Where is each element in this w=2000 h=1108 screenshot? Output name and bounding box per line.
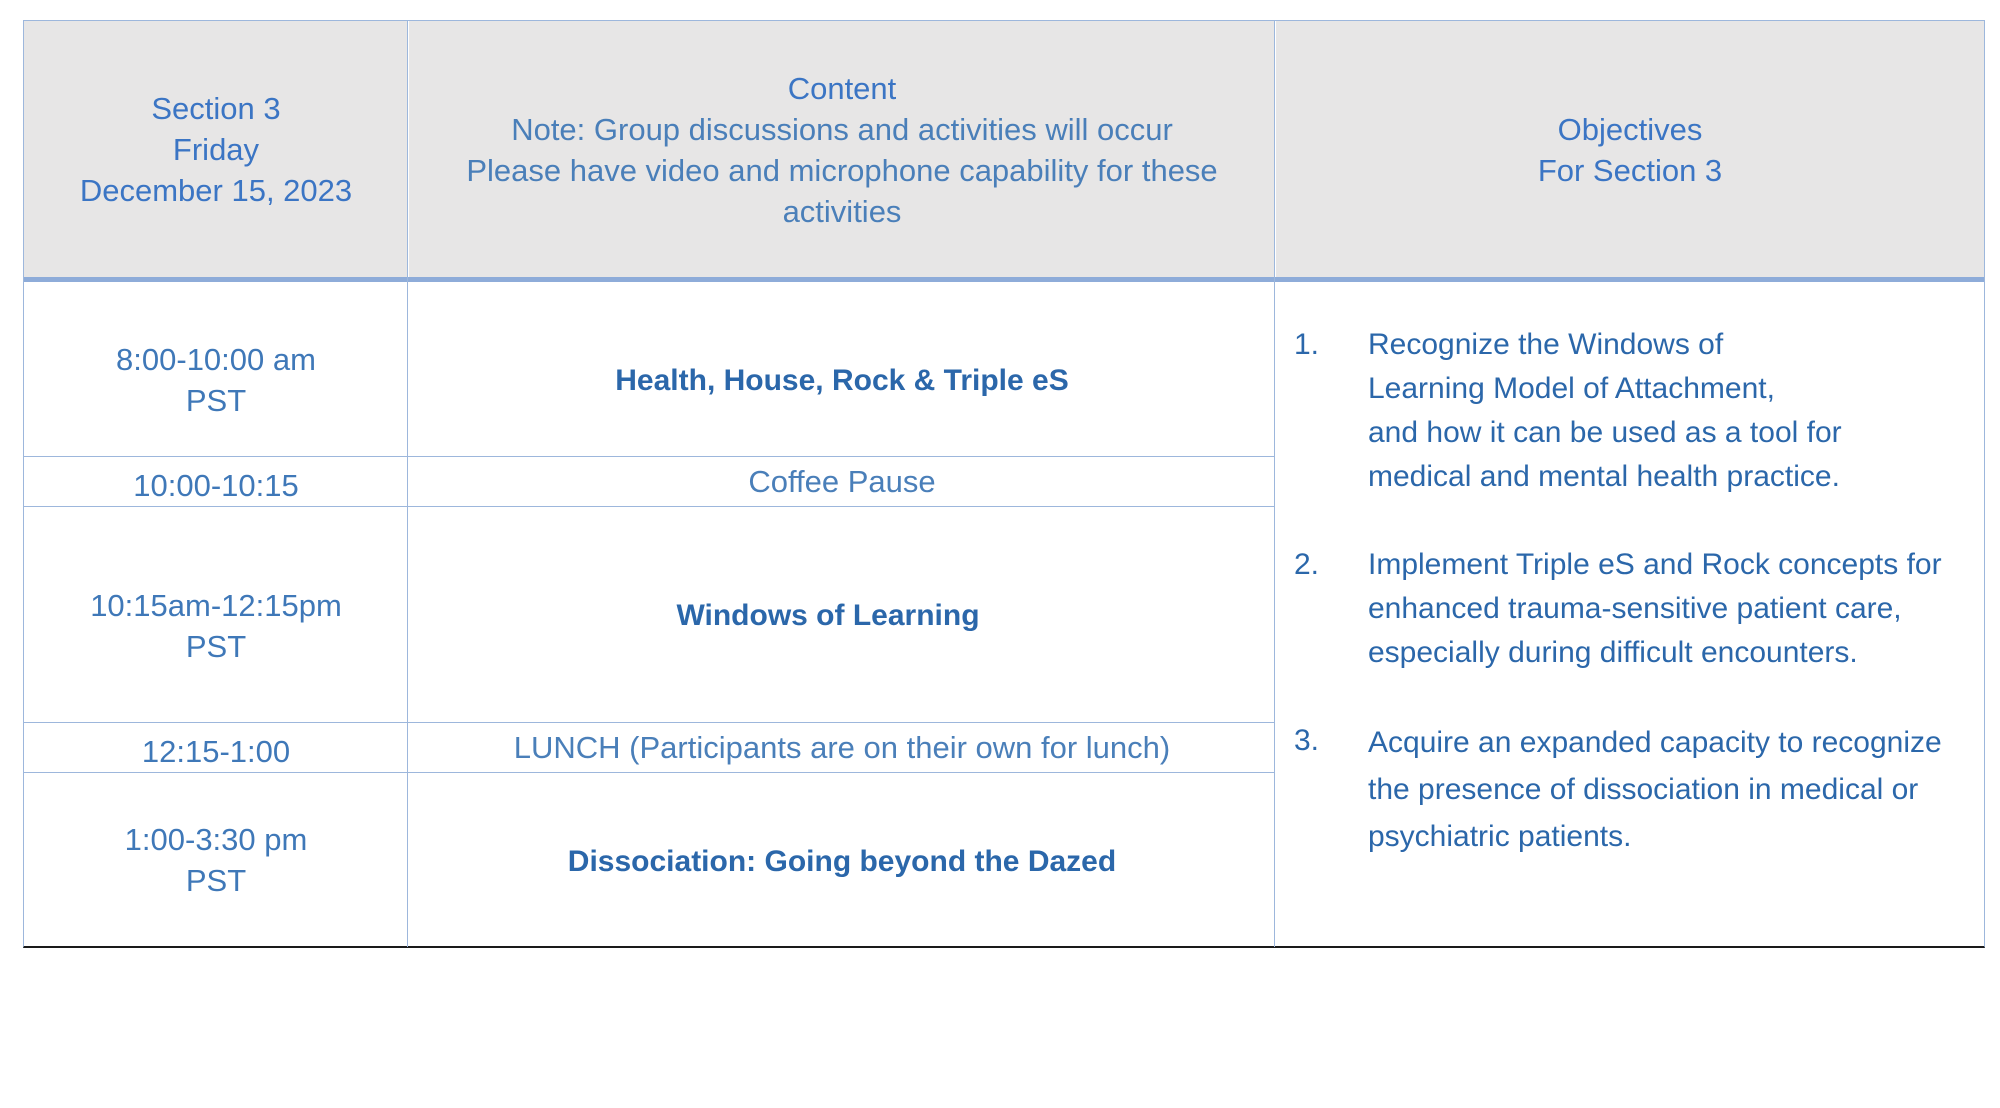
objective-number: 2. [1294,548,1320,581]
schedule-table [23,20,1985,948]
time-range: 1:00-3:30 pm [124,822,308,857]
table-row-time [24,507,408,723]
header-divider [24,277,1984,282]
header-objectives [1276,21,1984,278]
objective-line: medical and mental health practice. [1368,460,1840,493]
table-row-time [24,457,408,507]
table-row-content [409,283,1275,457]
objective-item [1294,719,1984,860]
objective-item [1294,323,1984,499]
time-zone: PST [185,383,247,418]
objective-number: 3. [1294,724,1320,757]
time-range: 12:15-1:00 [141,733,291,769]
time-range: 8:00-10:00 am [116,342,316,377]
table-row-content [409,773,1275,947]
table-row-content [409,507,1275,723]
objective-line: the presence of dissociation in medical or [1368,773,1919,806]
objective-line: especially during difficult encounters. [1368,636,1858,669]
objective-line: Learning Model of Attachment, [1368,372,1775,405]
header-content-note-2: Please have video and microphone capability for these [466,152,1218,188]
header-day: Friday [172,132,260,167]
header-objectives-subtitle: For Section 3 [1537,152,1723,188]
objective-text [1368,543,1984,675]
header-content [409,21,1275,278]
table-row-time [24,283,408,457]
header-content-note: Note: Group discussions and activities will occur [511,111,1173,147]
objective-line: Recognize the Windows of [1368,328,1724,361]
time-zone: PST [185,629,247,664]
objective-line: Implement Triple eS and Rock concepts for [1368,548,1942,581]
objective-line: and how it can be used as a tool for [1368,416,1842,449]
objective-number: 1. [1294,328,1320,361]
objective-line: psychiatric patients. [1368,820,1632,853]
session-title: Dissociation: Going beyond the Dazed [567,844,1117,878]
table-row-time [24,723,408,773]
objective-text [1368,323,1984,499]
header-section-label: Section 3 [151,91,281,126]
objective-item [1294,543,1984,675]
time-zone: PST [185,863,247,898]
header-objectives-title: Objectives [1557,111,1703,147]
header-content-note-3: activities [782,193,902,229]
table-row-time [24,773,408,947]
header-section-date [24,21,408,278]
time-range: 10:15am-12:15pm [90,588,342,623]
header-content-title: Content [787,70,897,106]
objective-line: Acquire an expanded capacity to recognize [1368,726,1942,759]
session-title: Coffee Pause [748,463,936,499]
objective-line: enhanced trauma-sensitive patient care, [1368,592,1902,625]
header-date: December 15, 2023 [79,173,353,208]
session-title: LUNCH (Participants are on their own for lunch) [513,729,1171,765]
session-title: Health, House, Rock & Triple eS [615,363,1069,397]
table-row-content [409,723,1275,773]
session-title: Windows of Learning [676,598,980,632]
table-row-content [409,457,1275,507]
objectives-list [1294,323,1984,904]
objective-text [1368,719,1984,860]
time-range: 10:00-10:15 [133,467,299,503]
